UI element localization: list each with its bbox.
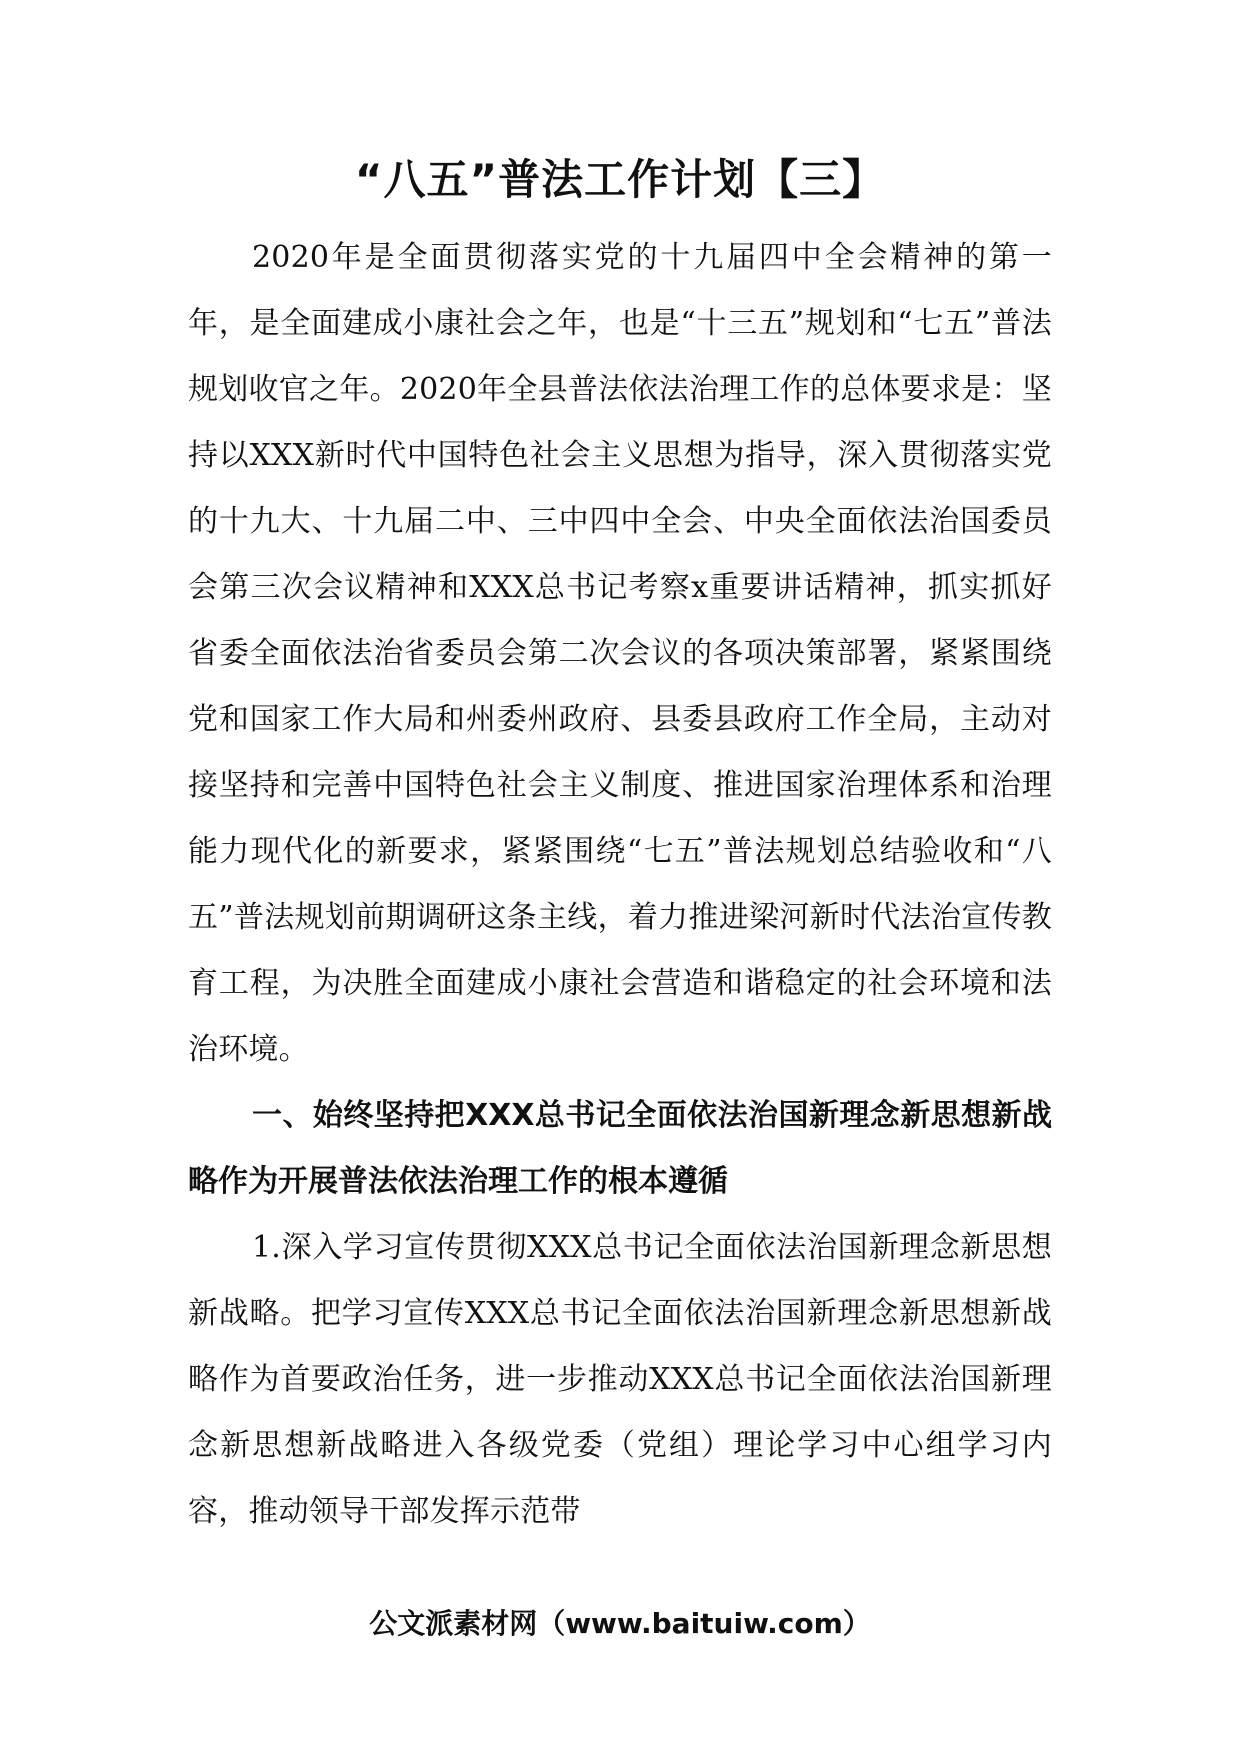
section-heading: 一、始终坚持把XXX总书记全面依法治国新理念新思想新战略作为开展普法依法治理工作的根本遵循 bbox=[188, 1098, 1052, 1199]
intro-paragraph: 2020年是全面贯彻落实党的十九届四中全会精神的第一年，是全面建成小康社会之年，也是“十三五”规划和“七五”普法规划收官之年。2020年全县普法依法治理工作的总体要求是：坚持以XXX新时代中国特色社会主义思想为指导，深入贯彻落实党的十九大、十九届二中、三中四中全会、中央全面依法治国委员会第三次会议精神和XXX总书记考察x重要讲话精神，抓实抓好省委全面依法治省委员会第二次会议的各项决策部署，紧紧围绕党和国家工作大局和州委州政府、县委县政府工作全局，主动对接坚持和完善中国特色社会主义制度、推进国家治理体系和治理能力现代化的新要求，紧紧围绕“七五”普法规划总结验收和“八五”普法规划前期调研这条主线，着力推进梁河新时代法治宣传教育工程，为决胜全面建成小康社会营造和谐稳定的社会环境和法治环境。 bbox=[188, 240, 1052, 1067]
page-footer: 公文派素材网（www.baituiw.com） bbox=[369, 1607, 871, 1640]
document-body bbox=[188, 225, 1052, 1545]
document-title: “八五”普法工作计划【三】 bbox=[354, 155, 886, 204]
section-paragraph: 1.深入学习宣传贯彻XXX总书记全面依法治国新理念新思想新战略。把学习宣传XXX总书记全面依法治国新理念新思想新战略作为首要政治任务，进一步推动XXX总书记全面依法治国新理念新思想新战略进入各级党委（党组）理论学习中心组学习内容，推动领导干部发挥示范带 bbox=[188, 1230, 1052, 1529]
